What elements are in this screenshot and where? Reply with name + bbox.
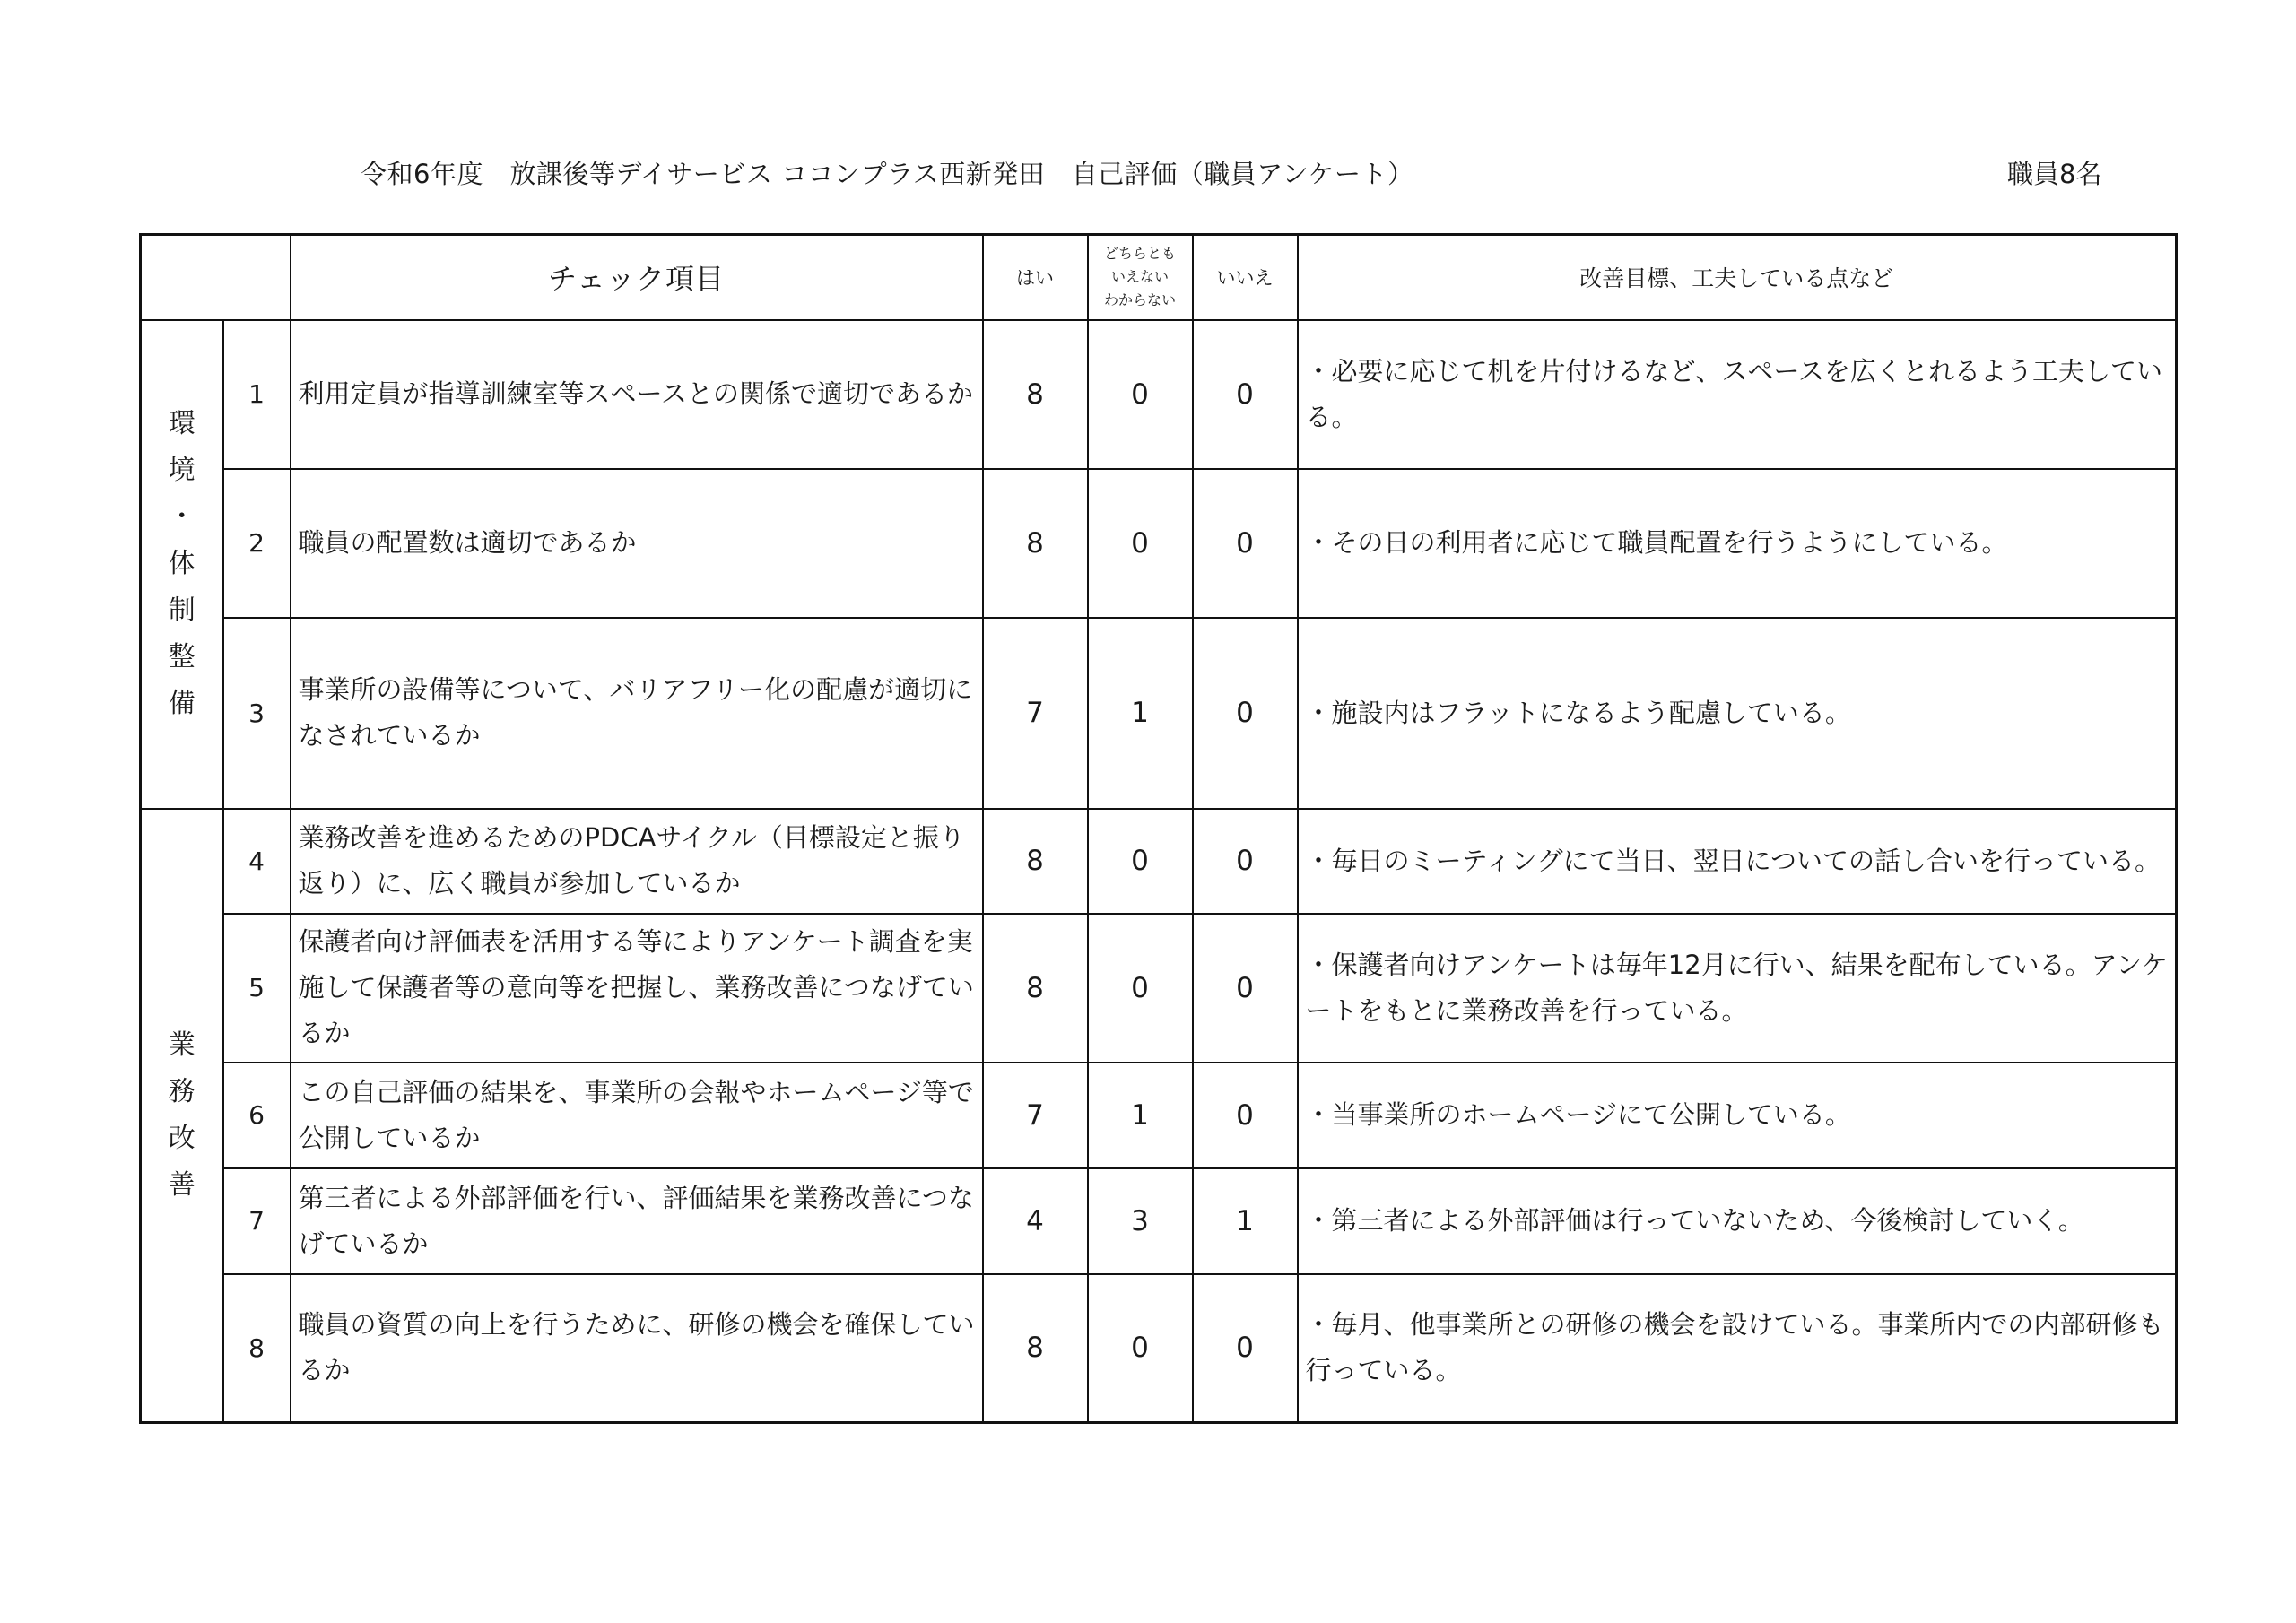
staff-count: 職員8名 — [2007, 159, 2102, 189]
evaluation-table — [139, 233, 2178, 1424]
neutral-count: 0 — [1088, 469, 1193, 618]
header-blank — [141, 235, 291, 320]
row-number: 8 — [223, 1274, 291, 1423]
header-no: いいえ — [1193, 235, 1298, 320]
category-environment — [141, 320, 223, 809]
no-count: 0 — [1193, 914, 1298, 1063]
header-neutral — [1088, 235, 1193, 320]
category-char: 善 — [168, 1168, 196, 1201]
comment-text: ・第三者による外部評価は行っていないため、今後検討していく。 — [1298, 1168, 2177, 1274]
comment-text: ・毎日のミーティングにて当日、翌日についての話し合いを行っている。 — [1298, 809, 2177, 914]
category-char: 制 — [168, 595, 196, 626]
comment-text: ・施設内はフラットになるよう配慮している。 — [1298, 618, 2177, 809]
category-char: 業 — [168, 1028, 196, 1061]
category-char: ・ — [168, 501, 196, 533]
yes-count: 8 — [983, 320, 1088, 469]
check-item-text: 第三者による外部評価を行い、評価結果を業務改善につなげているか — [291, 1168, 983, 1274]
check-item-text: 業務改善を進めるためのPDCAサイクル（目標設定と振り返り）に、広く職員が参加しているか — [291, 809, 983, 914]
no-count: 0 — [1193, 1274, 1298, 1423]
row-number: 4 — [223, 809, 291, 914]
header-neutral-line3: わからない — [1103, 291, 1176, 309]
neutral-count: 0 — [1088, 809, 1193, 914]
table-row — [141, 1168, 2177, 1274]
comment-text: ・当事業所のホームページにて公開している。 — [1298, 1063, 2177, 1168]
check-item-text: 保護者向け評価表を活用する等によりアンケート調査を実施して保護者等の意向等を把握し、業務改善につなげているか — [291, 914, 983, 1063]
header-row — [141, 235, 2177, 320]
row-number: 7 — [223, 1168, 291, 1274]
neutral-count: 0 — [1088, 914, 1193, 1063]
category-char: 改 — [168, 1122, 196, 1154]
no-count: 0 — [1193, 320, 1298, 469]
comment-text: ・毎月、他事業所との研修の機会を設けている。事業所内での内部研修も行っている。 — [1298, 1274, 2177, 1423]
neutral-count: 0 — [1088, 1274, 1193, 1423]
check-item-text: 職員の資質の向上を行うために、研修の機会を確保しているか — [291, 1274, 983, 1423]
category-char: 備 — [168, 688, 196, 719]
no-count: 0 — [1193, 469, 1298, 618]
table-row — [141, 1063, 2177, 1168]
yes-count: 8 — [983, 809, 1088, 914]
yes-count: 8 — [983, 914, 1088, 1063]
no-count: 0 — [1193, 809, 1298, 914]
no-count: 0 — [1193, 618, 1298, 809]
header-yes: はい — [983, 235, 1088, 320]
yes-count: 7 — [983, 1063, 1088, 1168]
check-item-text: この自己評価の結果を、事業所の会報やホームページ等で公開しているか — [291, 1063, 983, 1168]
yes-count: 4 — [983, 1168, 1088, 1274]
header-comment: 改善目標、工夫している点など — [1298, 235, 2177, 320]
category-business-improvement — [141, 809, 223, 1423]
check-item-text: 職員の配置数は適切であるか — [291, 469, 983, 618]
yes-count: 8 — [983, 469, 1088, 618]
neutral-count: 3 — [1088, 1168, 1193, 1274]
comment-text: ・保護者向けアンケートは毎年12月に行い、結果を配布している。アンケートをもとに業務改善を行っている。 — [1298, 914, 2177, 1063]
comment-text: ・その日の利用者に応じて職員配置を行うようにしている。 — [1298, 469, 2177, 618]
neutral-count: 1 — [1088, 618, 1193, 809]
table-row — [141, 469, 2177, 618]
header-neutral-line1: どちらとも — [1103, 245, 1176, 263]
row-number: 6 — [223, 1063, 291, 1168]
row-number: 1 — [223, 320, 291, 469]
header-check-item: チェック項目 — [291, 235, 983, 320]
category-char: 体 — [168, 548, 196, 579]
row-number: 5 — [223, 914, 291, 1063]
yes-count: 8 — [983, 1274, 1088, 1423]
category-char: 環 — [168, 408, 196, 439]
check-item-text: 事業所の設備等について、バリアフリー化の配慮が適切になされているか — [291, 618, 983, 809]
table-row — [141, 618, 2177, 809]
yes-count: 7 — [983, 618, 1088, 809]
table-row — [141, 809, 2177, 914]
row-number: 2 — [223, 469, 291, 618]
table-row — [141, 320, 2177, 469]
header-neutral-line2: いえない — [1110, 268, 1169, 286]
neutral-count: 1 — [1088, 1063, 1193, 1168]
row-number: 3 — [223, 618, 291, 809]
neutral-count: 0 — [1088, 320, 1193, 469]
no-count: 0 — [1193, 1063, 1298, 1168]
comment-text: ・必要に応じて机を片付けるなど、スペースを広くとれるよう工夫している。 — [1298, 320, 2177, 469]
category-char: 整 — [168, 641, 196, 673]
table-row — [141, 914, 2177, 1063]
category-char: 境 — [168, 455, 196, 486]
check-item-text: 利用定員が指導訓練室等スペースとの関係で適切であるか — [291, 320, 983, 469]
table-row — [141, 1274, 2177, 1423]
category-char: 務 — [168, 1075, 196, 1107]
no-count: 1 — [1193, 1168, 1298, 1274]
page-title: 令和6年度 放課後等デイサービス ココンプラス西新発田 自己評価（職員アンケート） — [361, 159, 1414, 189]
